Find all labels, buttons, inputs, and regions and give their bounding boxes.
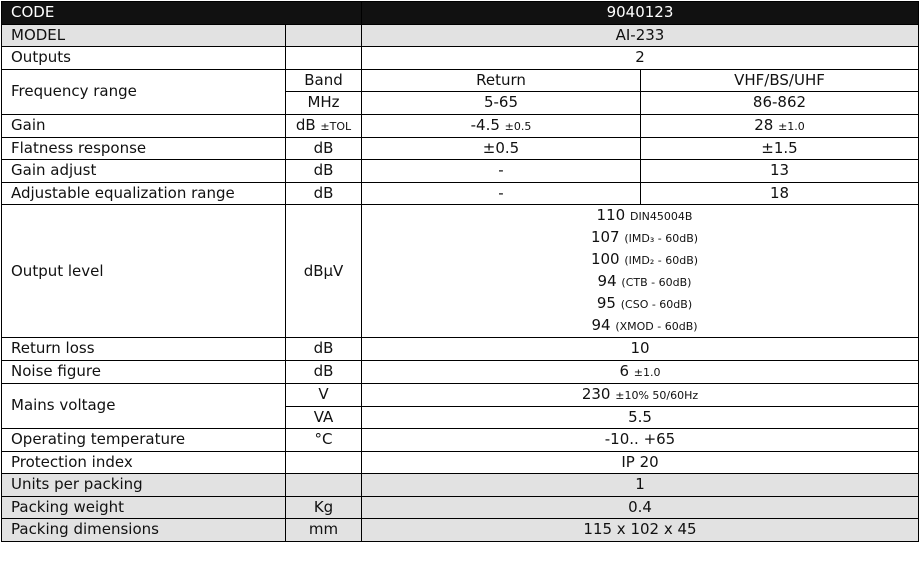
packing-dims-label: Packing dimensions: [2, 519, 286, 542]
outputs-unit-cell: [286, 47, 362, 70]
return-loss-label: Return loss: [2, 338, 286, 361]
protection-value: IP 20: [362, 451, 919, 474]
mains-va-value: 5.5: [362, 406, 919, 429]
model-unit-cell: [286, 24, 362, 47]
output-level-value: 110: [596, 206, 626, 224]
gain-label: Gain: [2, 114, 286, 137]
code-value: 9040123: [362, 2, 919, 25]
flatness-label: Flatness response: [2, 137, 286, 160]
outputs-label: Outputs: [2, 47, 286, 70]
flatness-row: [2, 137, 919, 160]
mains-label: Mains voltage: [2, 383, 286, 429]
frequency-label: Frequency range: [2, 69, 286, 114]
model-value: AI-233: [362, 24, 919, 47]
output-level-note: (XMOD - 60dB): [615, 320, 698, 333]
output-level-line: [371, 293, 918, 315]
units-packing-value: 1: [362, 474, 919, 497]
band-return: Return: [362, 69, 641, 92]
gain-forward-cell: [641, 114, 919, 137]
gain-return-cell: [362, 114, 641, 137]
noise-figure-value: 6: [619, 361, 630, 380]
output-level-value: 94: [597, 272, 617, 290]
gain-adjust-label: Gain adjust: [2, 160, 286, 183]
mains-v-value: 230: [581, 384, 611, 403]
return-loss-value: 10: [362, 338, 919, 361]
units-packing-row: [2, 474, 919, 497]
packing-dims-value: 115 x 102 x 45: [362, 519, 919, 542]
packing-weight-label: Packing weight: [2, 496, 286, 519]
packing-weight-row: [2, 496, 919, 519]
noise-figure-row: [2, 360, 919, 383]
op-temp-unit: °C: [286, 429, 362, 452]
flatness-unit: dB: [286, 137, 362, 160]
gain-unit-suffix: ±TOL: [320, 119, 352, 133]
outputs-value: 2: [362, 47, 919, 70]
mains-v-cell: [362, 383, 919, 406]
gain-unit: dB: [295, 115, 316, 134]
gain-return-tol: ±0.5: [504, 119, 532, 133]
outputs-row: [2, 47, 919, 70]
mains-v-row: [2, 383, 919, 406]
output-level-line: [371, 271, 918, 293]
noise-figure-label: Noise figure: [2, 360, 286, 383]
output-level-label: Output level: [2, 205, 286, 338]
protection-unit-cell: [286, 451, 362, 474]
gain-return: -4.5: [470, 115, 500, 134]
gain-forward-tol: ±1.0: [778, 119, 805, 133]
noise-figure-cell: [362, 360, 919, 383]
output-level-values: [362, 205, 919, 338]
return-loss-row: [2, 338, 919, 361]
eq-range-row: [2, 182, 919, 205]
gain-unit-cell: [286, 114, 362, 137]
op-temp-row: [2, 429, 919, 452]
output-level-value: 95: [596, 294, 616, 312]
noise-figure-unit: dB: [286, 360, 362, 383]
flatness-return: ±0.5: [362, 137, 641, 160]
packing-dims-row: [2, 519, 919, 542]
protection-row: [2, 451, 919, 474]
op-temp-value: -10.. +65: [362, 429, 919, 452]
output-level-value: 100: [590, 250, 620, 268]
mains-va-unit: VA: [286, 406, 362, 429]
eq-range-label: Adjustable equalization range: [2, 182, 286, 205]
gain-adjust-forward: 13: [641, 160, 919, 183]
units-packing-label: Units per packing: [2, 474, 286, 497]
frequency-band-row: [2, 69, 919, 92]
output-level-value: 94: [591, 316, 611, 334]
spec-table: [1, 1, 919, 542]
output-level-note: (CSO - 60dB): [620, 298, 693, 311]
flatness-forward: ±1.5: [641, 137, 919, 160]
output-level-line: [371, 315, 918, 337]
band-unit: Band: [286, 69, 362, 92]
output-level-note: DIN45004B: [629, 210, 693, 223]
noise-figure-tol: ±1.0: [633, 365, 661, 379]
band-forward: VHF/BS/UHF: [641, 69, 919, 92]
mains-v-unit: V: [286, 383, 362, 406]
model-row: [2, 24, 919, 47]
gain-adjust-return: -: [362, 160, 641, 183]
output-level-unit: dBμV: [286, 205, 362, 338]
units-packing-unit-cell: [286, 474, 362, 497]
output-level-line: [371, 227, 918, 249]
mains-v-tol: ±10% 50/60Hz: [615, 388, 699, 402]
gain-adjust-row: [2, 160, 919, 183]
packing-dims-unit: mm: [286, 519, 362, 542]
eq-range-forward: 18: [641, 182, 919, 205]
output-level-note: (CTB - 60dB): [621, 276, 692, 289]
return-loss-unit: dB: [286, 338, 362, 361]
gain-forward: 28: [754, 115, 774, 134]
eq-range-unit: dB: [286, 182, 362, 205]
output-level-note: (IMD₂ - 60dB): [624, 254, 699, 267]
output-level-line: [371, 249, 918, 271]
gain-adjust-unit: dB: [286, 160, 362, 183]
mhz-forward: 86-862: [641, 92, 919, 115]
code-row: [2, 2, 919, 25]
output-level-note: (IMD₃ - 60dB): [624, 232, 699, 245]
protection-label: Protection index: [2, 451, 286, 474]
gain-row: [2, 114, 919, 137]
mhz-return: 5-65: [362, 92, 641, 115]
code-label: CODE: [2, 2, 362, 25]
output-level-value: 107: [590, 228, 620, 246]
mhz-unit: MHz: [286, 92, 362, 115]
eq-range-return: -: [362, 182, 641, 205]
op-temp-label: Operating temperature: [2, 429, 286, 452]
packing-weight-value: 0.4: [362, 496, 919, 519]
packing-weight-unit: Kg: [286, 496, 362, 519]
output-level-line: [371, 205, 918, 227]
model-label: MODEL: [2, 24, 286, 47]
output-level-row: [2, 205, 919, 338]
